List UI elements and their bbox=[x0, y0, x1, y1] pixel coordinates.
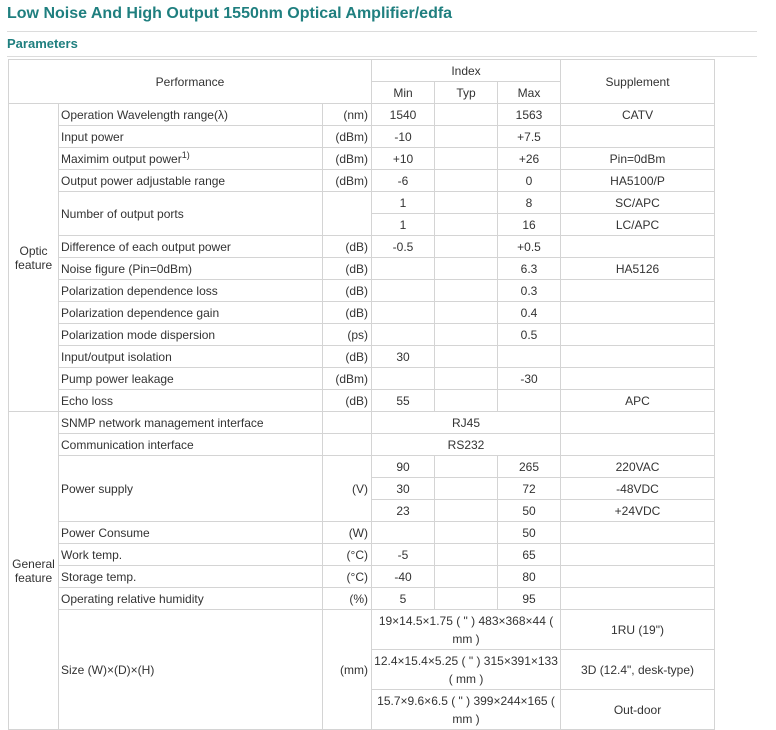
unit-cell: (V) bbox=[323, 456, 372, 522]
param-name bbox=[59, 588, 323, 610]
typ-cell bbox=[435, 390, 498, 412]
unit-cell: (°C) bbox=[323, 566, 372, 588]
max-cell: 72 bbox=[498, 478, 561, 500]
param-name bbox=[59, 280, 323, 302]
header-row bbox=[9, 60, 715, 82]
unit-cell: (dB) bbox=[323, 280, 372, 302]
supplement-cell bbox=[561, 434, 715, 456]
unit-cell: (%) bbox=[323, 588, 372, 610]
max-cell: 0.5 bbox=[498, 324, 561, 346]
min-cell bbox=[372, 368, 435, 390]
param-name bbox=[59, 610, 323, 730]
typ-cell bbox=[435, 148, 498, 170]
min-cell bbox=[372, 324, 435, 346]
typ-cell bbox=[435, 258, 498, 280]
value-cell: 19×14.5×1.75 ( " ) 483×368×44 ( mm ) bbox=[372, 610, 561, 650]
supplement-cell bbox=[561, 302, 715, 324]
typ-cell bbox=[435, 214, 498, 236]
table-row bbox=[9, 192, 715, 214]
supplement-cell: LC/APC bbox=[561, 214, 715, 236]
min-cell bbox=[372, 280, 435, 302]
supplement-cell bbox=[561, 324, 715, 346]
table-row bbox=[9, 346, 715, 368]
table-row bbox=[9, 544, 715, 566]
param-name bbox=[59, 148, 323, 170]
unit-cell: (°C) bbox=[323, 544, 372, 566]
supplement-cell bbox=[561, 280, 715, 302]
max-cell: 265 bbox=[498, 456, 561, 478]
param-label: Storage temp. bbox=[61, 569, 137, 584]
typ-cell bbox=[435, 324, 498, 346]
unit-cell: (dB) bbox=[323, 302, 372, 324]
param-label: Input power bbox=[61, 129, 124, 144]
max-cell: -30 bbox=[498, 368, 561, 390]
unit-cell: (mm) bbox=[323, 610, 372, 730]
supplement-cell: +24VDC bbox=[561, 500, 715, 522]
param-name bbox=[59, 258, 323, 280]
table-row bbox=[9, 258, 715, 280]
min-cell: -40 bbox=[372, 566, 435, 588]
param-label: Operating relative humidity bbox=[61, 591, 204, 606]
param-label: Polarization mode dispersion bbox=[61, 327, 216, 342]
max-cell: 50 bbox=[498, 500, 561, 522]
max-cell bbox=[498, 390, 561, 412]
unit-cell: (dBm) bbox=[323, 368, 372, 390]
min-cell: -6 bbox=[372, 170, 435, 192]
param-name bbox=[59, 192, 323, 236]
param-label: Echo loss bbox=[61, 393, 114, 408]
unit-cell: (dB) bbox=[323, 390, 372, 412]
max-header: Max bbox=[498, 82, 561, 104]
supplement-cell: SC/APC bbox=[561, 192, 715, 214]
param-name bbox=[59, 324, 323, 346]
typ-cell bbox=[435, 588, 498, 610]
typ-cell bbox=[435, 236, 498, 258]
supplement-cell: 3D (12.4", desk-type) bbox=[561, 650, 715, 690]
supplement-header: Supplement bbox=[561, 60, 715, 104]
supplement-cell bbox=[561, 126, 715, 148]
min-cell: +10 bbox=[372, 148, 435, 170]
typ-cell bbox=[435, 368, 498, 390]
unit-cell: (dB) bbox=[323, 346, 372, 368]
param-label: Polarization dependence gain bbox=[61, 305, 220, 320]
param-label: Power supply bbox=[61, 481, 134, 496]
value-cell: RS232 bbox=[372, 434, 561, 456]
param-label: Size (W)×(D)×(H) bbox=[61, 662, 155, 677]
typ-cell bbox=[435, 456, 498, 478]
unit-cell bbox=[323, 192, 372, 236]
min-cell: 30 bbox=[372, 478, 435, 500]
table-row bbox=[9, 566, 715, 588]
table-row bbox=[9, 456, 715, 478]
table-row bbox=[9, 434, 715, 456]
param-label: Maximim output power bbox=[61, 151, 182, 166]
max-cell: 0 bbox=[498, 170, 561, 192]
param-label: Output power adjustable range bbox=[61, 173, 226, 188]
supplement-cell: -48VDC bbox=[561, 478, 715, 500]
page-title: Low Noise And High Output 1550nm Optical Amplifier/edfa bbox=[7, 5, 757, 32]
typ-cell bbox=[435, 104, 498, 126]
typ-cell bbox=[435, 170, 498, 192]
typ-cell bbox=[435, 478, 498, 500]
max-cell: +0.5 bbox=[498, 236, 561, 258]
typ-header: Typ bbox=[435, 82, 498, 104]
supplement-cell: HA5100/P bbox=[561, 170, 715, 192]
param-name bbox=[59, 544, 323, 566]
value-cell: RJ45 bbox=[372, 412, 561, 434]
supplement-cell bbox=[561, 346, 715, 368]
table-row bbox=[9, 412, 715, 434]
max-cell: 1563 bbox=[498, 104, 561, 126]
supplement-cell bbox=[561, 412, 715, 434]
typ-cell bbox=[435, 544, 498, 566]
param-label: Polarization dependence loss bbox=[61, 283, 218, 298]
unit-cell: (W) bbox=[323, 522, 372, 544]
table-row bbox=[9, 390, 715, 412]
min-cell: 5 bbox=[372, 588, 435, 610]
param-label: Noise figure (Pin=0dBm) bbox=[61, 261, 193, 276]
unit-cell bbox=[323, 434, 372, 456]
unit-cell: (nm) bbox=[323, 104, 372, 126]
supplement-cell: HA5126 bbox=[561, 258, 715, 280]
table-row bbox=[9, 588, 715, 610]
table-row bbox=[9, 610, 715, 650]
unit-cell: (dB) bbox=[323, 236, 372, 258]
min-cell: 23 bbox=[372, 500, 435, 522]
min-cell bbox=[372, 522, 435, 544]
unit-cell: (dBm) bbox=[323, 148, 372, 170]
supplement-cell: 1RU (19") bbox=[561, 610, 715, 650]
max-cell: 80 bbox=[498, 566, 561, 588]
min-cell: -5 bbox=[372, 544, 435, 566]
table-row bbox=[9, 236, 715, 258]
table-row bbox=[9, 148, 715, 170]
value-cell: 15.7×9.6×6.5 ( " ) 399×244×165 ( mm ) bbox=[372, 690, 561, 730]
param-name bbox=[59, 126, 323, 148]
supplement-cell: APC bbox=[561, 390, 715, 412]
unit-cell: (dBm) bbox=[323, 170, 372, 192]
min-cell: -10 bbox=[372, 126, 435, 148]
param-label: Communication interface bbox=[61, 437, 194, 452]
typ-cell bbox=[435, 302, 498, 324]
max-cell: 8 bbox=[498, 192, 561, 214]
supplement-cell: Out-door bbox=[561, 690, 715, 730]
param-label: SNMP network management interface bbox=[61, 415, 264, 430]
supplement-cell bbox=[561, 566, 715, 588]
unit-cell: (dBm) bbox=[323, 126, 372, 148]
parameters-table bbox=[8, 59, 715, 730]
param-label: Operation Wavelength range(λ) bbox=[61, 107, 228, 122]
param-name bbox=[59, 390, 323, 412]
supplement-cell bbox=[561, 544, 715, 566]
typ-cell bbox=[435, 192, 498, 214]
table-row bbox=[9, 170, 715, 192]
param-name bbox=[59, 566, 323, 588]
supplement-cell bbox=[561, 236, 715, 258]
param-label: Power Consume bbox=[61, 525, 150, 540]
param-name bbox=[59, 434, 323, 456]
param-label: Pump power leakage bbox=[61, 371, 174, 386]
index-header: Index bbox=[372, 60, 561, 82]
typ-cell bbox=[435, 346, 498, 368]
supplement-cell: Pin=0dBm bbox=[561, 148, 715, 170]
param-name bbox=[59, 346, 323, 368]
typ-cell bbox=[435, 566, 498, 588]
table-row bbox=[9, 324, 715, 346]
max-cell: 50 bbox=[498, 522, 561, 544]
param-name bbox=[59, 302, 323, 324]
param-name bbox=[59, 236, 323, 258]
supplement-cell: CATV bbox=[561, 104, 715, 126]
min-cell: 1540 bbox=[372, 104, 435, 126]
footnote-mark: 1) bbox=[181, 149, 190, 160]
max-cell: 95 bbox=[498, 588, 561, 610]
performance-header: Performance bbox=[9, 60, 372, 104]
min-cell: 90 bbox=[372, 456, 435, 478]
param-label: Number of output ports bbox=[61, 206, 184, 221]
table-row bbox=[9, 302, 715, 324]
param-label: Difference of each output power bbox=[61, 239, 231, 254]
param-name bbox=[59, 522, 323, 544]
max-cell: +7.5 bbox=[498, 126, 561, 148]
max-cell: 0.3 bbox=[498, 280, 561, 302]
typ-cell bbox=[435, 522, 498, 544]
value-cell: 12.4×15.4×5.25 ( " ) 315×391×133 ( mm ) bbox=[372, 650, 561, 690]
table-row bbox=[9, 126, 715, 148]
max-cell: +26 bbox=[498, 148, 561, 170]
param-name bbox=[59, 412, 323, 434]
unit-cell: (ps) bbox=[323, 324, 372, 346]
param-name bbox=[59, 104, 323, 126]
max-cell: 0.4 bbox=[498, 302, 561, 324]
typ-cell bbox=[435, 126, 498, 148]
min-cell: 30 bbox=[372, 346, 435, 368]
supplement-cell bbox=[561, 588, 715, 610]
typ-cell bbox=[435, 280, 498, 302]
group-label: Optic feature bbox=[9, 104, 59, 412]
min-cell bbox=[372, 258, 435, 280]
min-header: Min bbox=[372, 82, 435, 104]
unit-cell: (dB) bbox=[323, 258, 372, 280]
unit-cell bbox=[323, 412, 372, 434]
min-cell: 55 bbox=[372, 390, 435, 412]
max-cell: 65 bbox=[498, 544, 561, 566]
supplement-cell bbox=[561, 368, 715, 390]
group-label: General feature bbox=[9, 412, 59, 730]
table-row bbox=[9, 280, 715, 302]
param-label: Input/output isolation bbox=[61, 349, 172, 364]
min-cell: -0.5 bbox=[372, 236, 435, 258]
max-cell: 6.3 bbox=[498, 258, 561, 280]
supplement-cell bbox=[561, 522, 715, 544]
param-name bbox=[59, 368, 323, 390]
min-cell: 1 bbox=[372, 192, 435, 214]
max-cell: 16 bbox=[498, 214, 561, 236]
table-row bbox=[9, 522, 715, 544]
typ-cell bbox=[435, 500, 498, 522]
param-name bbox=[59, 456, 323, 522]
supplement-cell: 220VAC bbox=[561, 456, 715, 478]
param-label: Work temp. bbox=[61, 547, 123, 562]
min-cell: 1 bbox=[372, 214, 435, 236]
table-row bbox=[9, 104, 715, 126]
param-name bbox=[59, 170, 323, 192]
min-cell bbox=[372, 302, 435, 324]
table-row bbox=[9, 368, 715, 390]
max-cell bbox=[498, 346, 561, 368]
section-title: Parameters bbox=[7, 36, 757, 57]
